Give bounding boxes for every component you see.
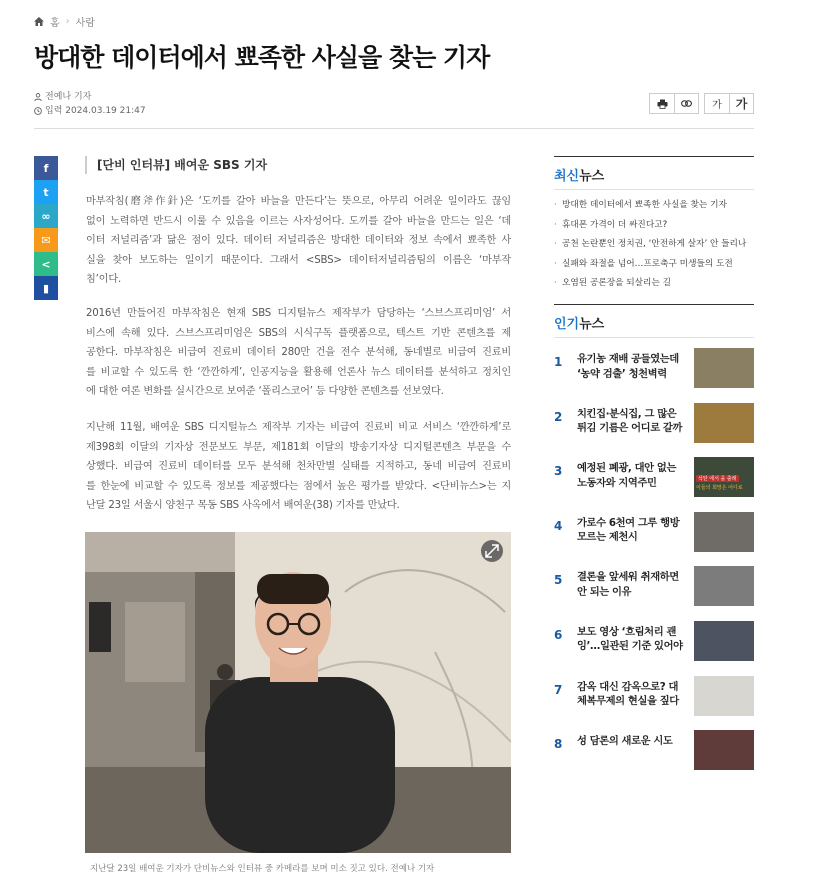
title-line: 노동자와 지역주민 — [577, 476, 657, 489]
popular-news-item[interactable] — [554, 566, 754, 621]
share-facebook-button[interactable] — [34, 156, 58, 180]
title-line: 안 되는 이유 — [577, 585, 632, 598]
print-button[interactable] — [650, 94, 674, 113]
user-icon — [34, 93, 42, 101]
latest-news-item[interactable]: · 오염된 공론장을 되살리는 길 — [554, 274, 754, 294]
popular-news-title[interactable] — [577, 734, 689, 749]
popular-news-title[interactable] — [577, 625, 689, 654]
paragraph-line: 지난해 11월, 배여운 SBS 디지털뉴스 제작부 기자는 비급여 진료비 비교 서비스 ‘깐깐하게’로 — [86, 422, 511, 433]
title-line: 가로수 6천여 그루 행방 — [577, 516, 680, 529]
article-subtitle: [단비 인터뷰] 배여운 SBS 기자 — [85, 156, 267, 174]
popular-news-title[interactable] — [577, 680, 689, 709]
print-link-group — [649, 93, 699, 114]
title-line: 결론을 앞세워 취재하면 — [577, 571, 679, 584]
link-icon: ∞ — [41, 209, 51, 223]
news-thumbnail[interactable] — [694, 457, 754, 497]
clock-icon — [34, 107, 42, 115]
paragraph-line: 에 대한 여론 변화를 실시간으로 보여준 ‘폴리스코어’ 등 다양한 콘텐츠를 선보였다. — [86, 386, 444, 397]
paragraph-line: 마부작침(磨斧作針)은 ‘도끼를 갈아 바늘을 만든다’는 뜻으로, 아무리 어려운 일이라도 끊임 — [86, 196, 511, 207]
paragraph-line: 비스에 속해 있다. 스브스프리미엄은 SBS의 시식구독 플랫폼으로, 텍스트 기반 콘텐츠를 제 — [86, 327, 511, 339]
popular-news-title[interactable] — [577, 352, 689, 381]
article-paragraph-3 — [86, 418, 511, 516]
title-line: 보도 영상 ‘흐림처리 괜 — [577, 625, 676, 638]
title-line: 잉’…일관된 기준 있어야 — [577, 640, 683, 653]
popular-news-heading: 인기뉴스 — [554, 304, 754, 338]
breadcrumb-home[interactable]: 홈 — [50, 18, 60, 29]
popular-news-item[interactable] — [554, 676, 754, 731]
popular-news-item[interactable] — [554, 621, 754, 676]
home-icon[interactable] — [34, 17, 44, 26]
copy-link-button[interactable] — [674, 94, 698, 113]
paragraph-line: 2016년 만들어진 마부작침은 현재 SBS 디지털뉴스 제작부가 담당하는 ‘스브스프리미엄’ 서 — [86, 308, 511, 319]
font-decrease-button[interactable]: 가 — [705, 94, 729, 113]
latest-news-list — [554, 190, 754, 294]
latest-news-panel — [554, 156, 754, 294]
news-thumbnail[interactable] — [694, 676, 754, 716]
popular-news-item[interactable] — [554, 457, 754, 512]
email-icon: ✉ — [41, 233, 51, 247]
title-line: 예정된 폐광, 대안 없는 — [577, 462, 676, 475]
share-bar — [34, 156, 58, 300]
rank-number: 1 — [554, 355, 563, 369]
paragraph-line: 실을 찾아 보도하는 일이기 때문이다. 그래서 <SBS> 데이터저널리즘팀의 이름은 ‘마부작 — [86, 254, 511, 266]
rank-number: 2 — [554, 409, 563, 424]
twitter-icon: t — [43, 185, 49, 199]
share-share-button[interactable] — [34, 252, 58, 276]
title-line: 유기농 재배 공들였는데 — [577, 353, 679, 365]
news-thumbnail[interactable] — [694, 348, 754, 388]
popular-news-title[interactable] — [577, 461, 689, 490]
paragraph-line: 제398회 이달의 기자상 전문보도 부문, 제181회 이달의 방송기자상 디지털콘텐츠 부문을 수 — [86, 441, 511, 453]
paragraph-line: 를 비교할 수 있도록 한 ‘깐깐하게’, 인공지능을 활용해 언론사 뉴스 데이터를 분석하고 정치인 — [86, 366, 511, 378]
divider — [34, 128, 754, 129]
share-icon: < — [41, 257, 51, 271]
share-twitter-button[interactable] — [34, 180, 58, 204]
title-line: 감옥 대신 감옥으로? 대 — [577, 680, 679, 693]
breadcrumb-section[interactable]: 사람 — [75, 18, 95, 29]
photo-caption: 지난달 23일 배여운 기자가 단비뉴스와 인터뷰 중 카메라를 보며 미소 짓고 있다. 전예나 기자 — [90, 864, 435, 874]
title-line: 모르는 제천시 — [577, 531, 638, 544]
font-increase-button[interactable]: 가 — [729, 94, 753, 113]
chevron-right-icon: › — [65, 16, 70, 27]
rank-number: 5 — [554, 573, 563, 588]
paragraph-line: 공한다. 마부작침은 비급여 진료비 데이터 280만 건을 전수 분석해, 동네별로 비급여 진료비 — [86, 347, 511, 358]
popular-news-title[interactable] — [577, 407, 689, 436]
thumbnail-caption: 석탄 에서 을 출래 — [698, 476, 737, 483]
paragraph-line: 없이 노력하면 반드시 이룰 수 있음을 이르는 사자성어다. 도끼를 갈아 바늘을 만드는 일은 ‘데 — [86, 215, 511, 227]
popular-news-item[interactable] — [554, 512, 754, 567]
share-email-button[interactable] — [34, 228, 58, 252]
rank-number: 8 — [554, 737, 563, 752]
popular-news-title[interactable] — [577, 516, 689, 545]
share-bookmark-button[interactable] — [34, 276, 58, 300]
paragraph-line: 침’이다. — [86, 274, 121, 285]
news-thumbnail[interactable] — [694, 621, 754, 661]
latest-news-item[interactable]: · 실패와 좌절을 넘어…프로축구 미생들의 도전 — [554, 255, 754, 275]
interview-photo-image — [85, 532, 511, 853]
latest-news-item[interactable]: · 휴대폰 가격이 더 싸진다고? — [554, 216, 754, 236]
popular-news-item[interactable] — [554, 348, 754, 403]
rank-number: 4 — [554, 518, 563, 533]
rank-number: 6 — [554, 627, 563, 642]
share-link-button[interactable] — [34, 204, 58, 228]
article-meta — [34, 90, 146, 118]
bookmark-icon: ▮ — [42, 281, 50, 295]
news-thumbnail[interactable] — [694, 566, 754, 606]
facebook-icon: f — [43, 161, 49, 175]
article-paragraph-1 — [86, 192, 511, 290]
rank-number: 3 — [554, 464, 563, 479]
thumbnail-caption: 이들의 희망은 어디로 — [696, 485, 743, 492]
title-line: 체복무제의 현실을 짚다 — [577, 695, 679, 708]
popular-news-item[interactable] — [554, 403, 754, 458]
link-icon — [681, 100, 692, 107]
latest-news-item[interactable]: · 방대한 데이터에서 뾰족한 사실을 찾는 기자 — [554, 196, 754, 216]
paragraph-line: 난달 23일 서울시 양천구 목동 SBS 사옥에서 배여운(38) 기자를 만났다. — [86, 500, 400, 511]
title-line: 치킨집·분식집, 그 많은 — [577, 407, 677, 420]
news-thumbnail[interactable] — [694, 403, 754, 443]
title-line: 성 담론의 새로운 시도 — [577, 735, 673, 748]
article-photo[interactable] — [85, 532, 511, 853]
author-name[interactable]: 전예나 기자 — [45, 92, 92, 102]
popular-news-title[interactable] — [577, 570, 689, 599]
rank-number: 7 — [554, 682, 563, 697]
news-thumbnail[interactable] — [694, 730, 754, 770]
popular-news-item[interactable] — [554, 730, 754, 785]
latest-news-item[interactable]: · 공천 논란뿐인 정치권, ‘안전하게 살자’ 안 들리나 — [554, 235, 754, 255]
paragraph-line: 이터 저널리즘’과 닮은 점이 있다. 데이터 저널리즘은 방대한 데이터와 정보 속에서 뾰족한 사 — [86, 235, 511, 246]
print-icon — [657, 99, 668, 109]
paragraph-line: 상했다. 비급여 진료비 데이터를 모두 분석해 천차만별 실태를 지적하고, 동네 비급여 진료비 — [86, 461, 511, 472]
breadcrumb — [34, 14, 95, 29]
title-line: 튀김 기름은 어디로 갈까 — [577, 422, 683, 435]
title-line: ‘농약 검출’ 청천벽력 — [577, 367, 667, 380]
popular-news-panel — [554, 304, 754, 785]
news-thumbnail[interactable] — [694, 512, 754, 552]
font-size-group — [704, 93, 754, 114]
page-title: 방대한 데이터에서 뾰족한 사실을 찾는 기자 — [34, 43, 490, 72]
latest-news-heading: 최신뉴스 — [554, 156, 754, 190]
article-tools — [649, 93, 754, 114]
paragraph-line: 를 한눈에 비교할 수 있도록 정보를 제공했다는 점에서 높은 평가를 받았다. <단비뉴스>는 지 — [86, 480, 511, 492]
article-paragraph-2 — [86, 304, 511, 402]
popular-news-list — [554, 338, 754, 785]
publish-date: 입력 2024.03.19 21:47 — [45, 106, 146, 116]
